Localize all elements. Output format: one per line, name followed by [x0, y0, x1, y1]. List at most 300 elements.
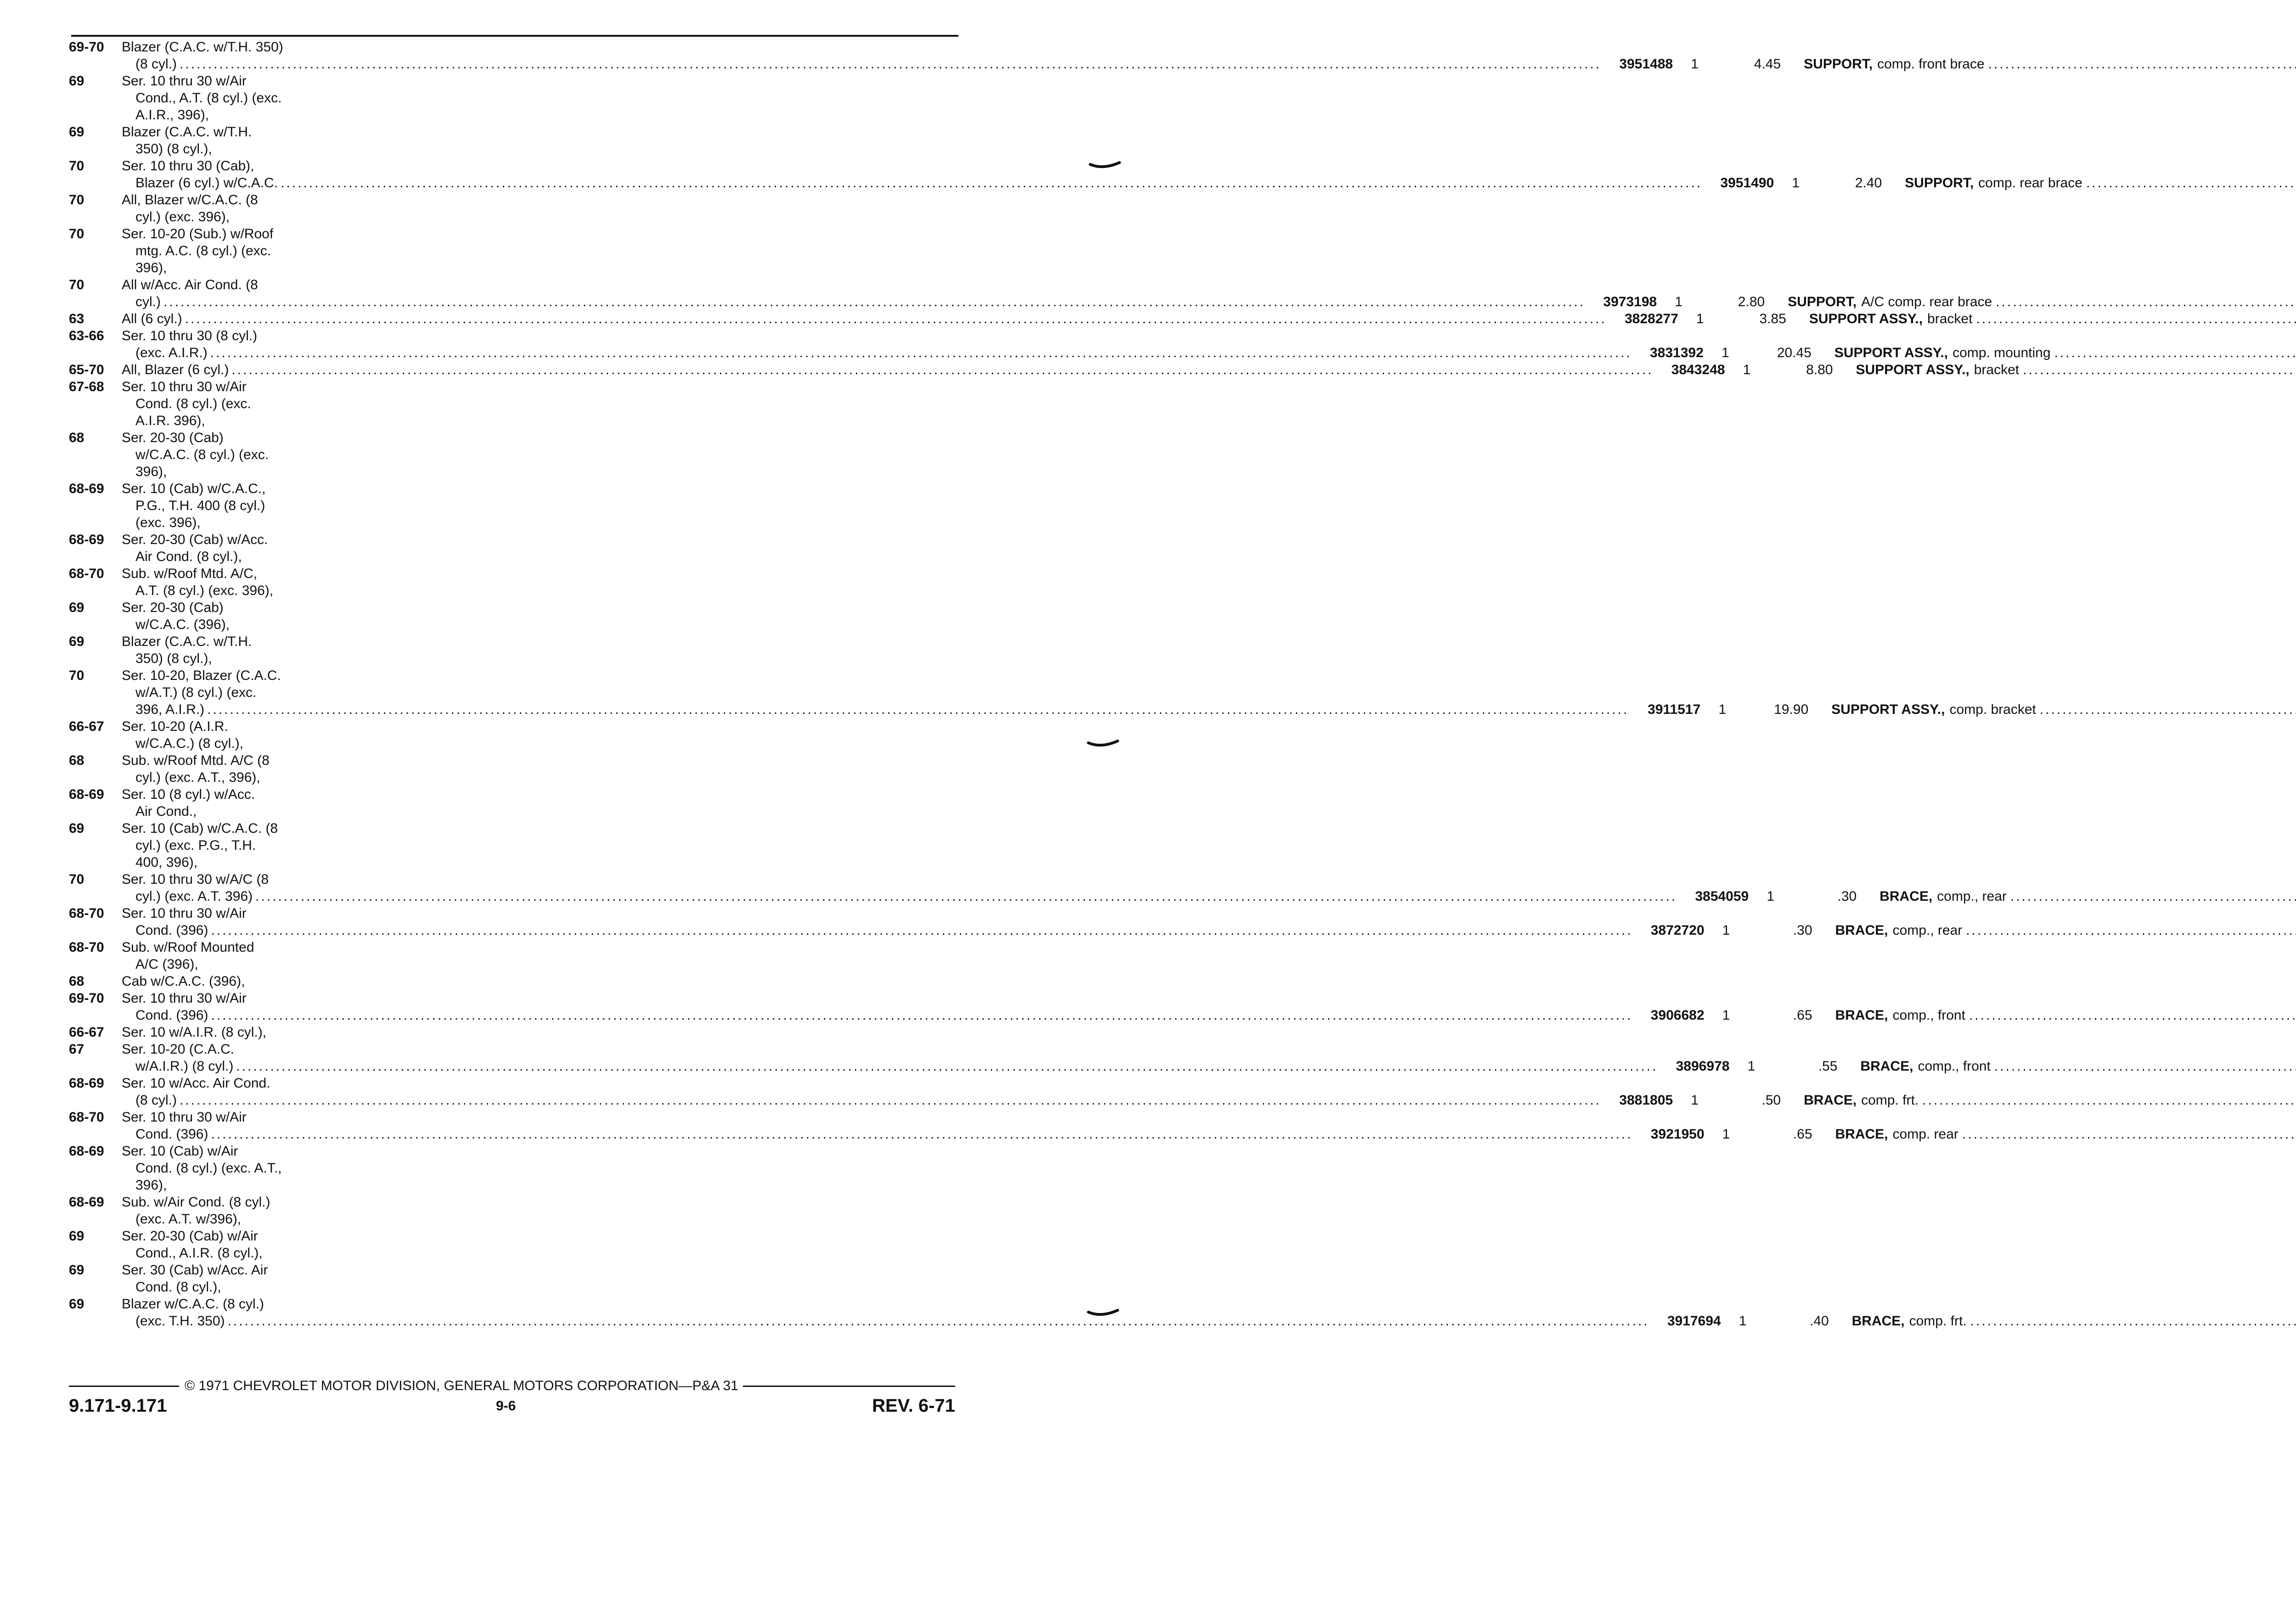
description-lead: 396, A.I.R.) — [135, 702, 205, 717]
description-line: Ser. 10 (8 cyl.) w/Acc. — [122, 787, 255, 802]
dot-leader — [2051, 344, 2296, 361]
description-line: Ser. 10 (Cab) w/C.A.C., — [122, 481, 266, 496]
description-line: Cab w/C.A.C. (396), — [122, 974, 245, 989]
catalog-entry — [69, 633, 964, 667]
dot-leader — [1985, 56, 2296, 73]
part-number: 3828277 — [1624, 311, 1678, 326]
application-description — [122, 191, 964, 225]
part-name-bold: BRACE, — [1880, 889, 1933, 904]
model-year: 69 — [69, 1229, 84, 1244]
description-line: Cond. (8 cyl.), — [135, 1279, 221, 1295]
part-name — [1786, 310, 2296, 327]
part-name-detail: comp. frt. — [1861, 1093, 1919, 1108]
quantity: 1 — [1691, 1093, 1699, 1108]
model-year: 70 — [69, 192, 84, 208]
description-line: Ser. 10-20 (Sub.) w/Roof — [122, 226, 274, 241]
model-year: 69-70 — [69, 39, 104, 55]
model-year: 68 — [69, 753, 84, 768]
description-lead: All (6 cyl.) — [122, 311, 182, 326]
part-name — [1765, 293, 2296, 310]
footer-row — [69, 1395, 955, 1418]
dot-leader — [177, 1092, 1604, 1109]
application-description — [122, 531, 964, 565]
description-line: Ser. 20-30 (Cab) — [122, 600, 224, 615]
description-line: w/C.A.C. (8 cyl.) (exc. — [135, 447, 269, 462]
description-line: (exc. 396), — [135, 515, 201, 530]
description-line: All, Blazer w/C.A.C. (8 — [122, 192, 258, 208]
price: 20.45 — [1777, 345, 1812, 360]
part-number: 3896978 — [1676, 1059, 1730, 1074]
application-description — [122, 378, 964, 429]
catalog-entry — [69, 820, 964, 871]
part-line — [122, 1092, 2296, 1109]
price: .40 — [1809, 1313, 1829, 1329]
application-description — [122, 157, 2296, 191]
description-lead: cyl.) — [135, 294, 161, 309]
part-number: 3951490 — [1720, 175, 1774, 191]
part-line — [122, 1313, 2296, 1330]
dot-leader — [233, 1058, 1660, 1075]
price: .50 — [1761, 1093, 1781, 1108]
catalog-entry — [69, 310, 1973, 327]
price: 4.45 — [1754, 56, 1781, 72]
part-number: 3854059 — [1695, 889, 1749, 904]
application-description — [122, 718, 964, 752]
part-number: 3951488 — [1619, 56, 1673, 72]
application-description — [122, 1262, 964, 1296]
part-name-detail: comp., rear — [1937, 889, 2007, 904]
description-lead: Cond. (396) — [135, 923, 208, 938]
part-name-detail: bracket — [1974, 362, 2020, 377]
description-line: Sub. w/Air Cond. (8 cyl.) — [122, 1195, 270, 1210]
catalog-entry — [69, 1143, 964, 1194]
quantity: 1 — [1675, 294, 1683, 309]
part-line — [122, 293, 2296, 310]
model-year: 68-70 — [69, 940, 104, 955]
price: .55 — [1818, 1059, 1838, 1074]
description-lead: Blazer (6 cyl.) w/C.A.C. — [135, 175, 278, 191]
copyright-text: © 1971 CHEVROLET MOTOR DIVISION, GENERAL MOTORS CORPORATION—P&A 31 — [185, 1378, 738, 1393]
model-year: 68-69 — [69, 532, 104, 547]
description-line: A/C (396), — [135, 957, 198, 972]
part-name — [1812, 1007, 2296, 1024]
dot-leader — [225, 1313, 1652, 1330]
dot-leader — [2019, 361, 2296, 378]
price: 2.40 — [1855, 175, 1882, 191]
copyright-line — [69, 1377, 955, 1395]
description-line: Ser. 10 w/Acc. Air Cond. — [122, 1076, 270, 1091]
description-line: Air Cond., — [135, 804, 197, 819]
description-lead: Cond. (396) — [135, 1008, 208, 1023]
part-line — [122, 922, 2296, 939]
price: 3.85 — [1759, 311, 1786, 326]
dot-leader — [1972, 310, 2296, 327]
quantity: 1 — [1747, 1059, 1756, 1074]
description-line: A.I.R., 396), — [135, 107, 209, 123]
part-name — [1812, 922, 2296, 939]
part-name-detail: comp., front — [1918, 1059, 1991, 1074]
application-description — [122, 905, 2296, 939]
description-line: Ser. 20-30 (Cab) w/Acc. — [122, 532, 268, 547]
catalog-entry — [69, 599, 964, 633]
quantity: 1 — [1792, 175, 1800, 191]
dot-leader — [229, 361, 1656, 378]
part-name — [1781, 56, 2296, 73]
application-description — [122, 480, 964, 531]
quantity: 1 — [1722, 1127, 1730, 1142]
part-number: 3906682 — [1650, 1008, 1705, 1023]
quantity: 1 — [1722, 1008, 1730, 1023]
dot-leader — [208, 922, 1635, 939]
application-description — [122, 39, 2296, 73]
part-name — [1812, 1126, 2296, 1143]
description-line: Ser. 30 (Cab) w/Acc. Air — [122, 1262, 268, 1278]
dot-leader — [1967, 1313, 2296, 1330]
top-rule — [71, 35, 958, 37]
model-year: 69 — [69, 1296, 84, 1312]
dot-leader — [1991, 1058, 2296, 1075]
model-year: 68-69 — [69, 1144, 104, 1159]
description-line: Ser. 10 (Cab) w/C.A.C. (8 — [122, 821, 278, 836]
quantity: 1 — [1721, 345, 1729, 360]
part-number: 3843248 — [1671, 362, 1725, 377]
quantity: 1 — [1691, 56, 1699, 72]
model-year: 69-70 — [69, 991, 104, 1006]
part-line — [122, 174, 2296, 191]
part-line — [122, 361, 2296, 378]
model-year: 69 — [69, 1262, 84, 1278]
dot-leader — [182, 310, 1609, 327]
description-line: 396), — [135, 1178, 167, 1193]
price: .30 — [1837, 889, 1857, 904]
part-name — [1833, 361, 2296, 378]
price: .30 — [1793, 923, 1812, 938]
application-description — [122, 276, 2296, 310]
catalog-entry — [69, 123, 964, 157]
part-number: 3911517 — [1648, 702, 1701, 717]
description-line: Ser. 10 thru 30 w/A/C (8 — [122, 872, 269, 887]
description-line: Blazer (C.A.C. w/T.H. — [122, 634, 252, 649]
description-line: Ser. 10-20 (A.I.R. — [122, 719, 228, 734]
catalog-entry — [69, 786, 964, 820]
application-description — [122, 599, 964, 633]
quantity: 1 — [1722, 923, 1730, 938]
description-line: Blazer (C.A.C. w/T.H. 350) — [122, 39, 283, 55]
dot-leader — [208, 1126, 1635, 1143]
application-description — [122, 1228, 964, 1262]
application-description — [122, 361, 2296, 378]
description-lead: (exc. T.H. 350) — [135, 1313, 225, 1329]
description-line: Ser. 10-20 (C.A.C. — [122, 1042, 235, 1057]
description-line: Ser. 20-30 (Cab) — [122, 430, 224, 445]
application-description — [122, 633, 964, 667]
part-number: 3831392 — [1649, 345, 1704, 360]
quantity: 1 — [1718, 702, 1726, 717]
part-line — [122, 888, 2296, 905]
part-name-bold: BRACE, — [1835, 1127, 1888, 1142]
part-name-detail: A/C comp. rear brace — [1861, 294, 1992, 309]
revision-date: REV. 6-71 — [872, 1396, 955, 1416]
model-year: 68-70 — [69, 1110, 104, 1125]
part-name-detail: comp. front brace — [1877, 56, 1985, 72]
part-name — [1781, 1092, 2296, 1109]
description-line: A.I.R. 396), — [135, 413, 205, 428]
catalog-entry — [69, 905, 1963, 939]
dot-leader — [177, 56, 1604, 73]
part-name-bold: SUPPORT ASSY., — [1831, 702, 1945, 717]
description-line: Cond. (8 cyl.) (exc. — [135, 396, 251, 411]
model-year: 63-66 — [69, 328, 104, 343]
catalog-entry — [69, 973, 964, 990]
quantity: 1 — [1767, 889, 1774, 904]
description-line: w/C.A.C.) (8 cyl.), — [135, 736, 244, 751]
part-number: 3872720 — [1650, 923, 1705, 938]
description-line: Blazer w/C.A.C. (8 cyl.) — [122, 1296, 264, 1312]
catalog-entry — [69, 191, 964, 225]
model-year: 68-70 — [69, 566, 104, 581]
quantity: 1 — [1696, 311, 1704, 326]
dot-leader — [1965, 1007, 2296, 1024]
description-line: Ser. 10 thru 30 w/Air — [122, 1110, 247, 1125]
part-name-detail: bracket — [1927, 311, 1973, 326]
quantity: 1 — [1743, 362, 1751, 377]
price: 19.90 — [1774, 702, 1809, 717]
description-lead: cyl.) (exc. A.T. 396) — [135, 889, 253, 904]
catalog-entry — [69, 327, 2051, 361]
price: 2.80 — [1738, 294, 1765, 309]
description-line: P.G., T.H. 400 (8 cyl.) — [135, 498, 265, 513]
part-name-bold: SUPPORT, — [1905, 175, 1974, 191]
model-year: 69 — [69, 634, 84, 649]
description-line: cyl.) (exc. 396), — [135, 209, 230, 224]
application-description — [122, 565, 964, 599]
dot-leader — [208, 344, 1635, 361]
catalog-entry — [69, 157, 2082, 191]
part-line — [122, 1058, 2296, 1075]
catalog-entry — [69, 429, 964, 480]
model-year: 70 — [69, 872, 84, 887]
catalog-entry — [69, 718, 964, 752]
description-line: (exc. A.T. w/396), — [135, 1212, 242, 1227]
catalog-entry — [69, 1228, 964, 1262]
part-line — [122, 56, 2296, 73]
dot-leader — [278, 174, 1705, 191]
model-year: 70 — [69, 668, 84, 683]
application-description — [122, 820, 964, 871]
catalog-entry — [69, 1109, 1958, 1143]
application-description — [122, 871, 2296, 905]
quantity: 1 — [1739, 1313, 1747, 1329]
part-name-detail: comp., front — [1892, 1008, 1965, 1023]
application-description — [122, 1296, 2296, 1330]
description-line: A.T. (8 cyl.) (exc. 396), — [135, 583, 274, 598]
description-lead: (8 cyl.) — [135, 1093, 177, 1108]
part-name-detail: comp. mounting — [1953, 345, 2051, 360]
description-line: w/C.A.C. (396), — [135, 617, 230, 632]
part-number: 3921950 — [1650, 1127, 1705, 1142]
description-line: Ser. 10 w/A.I.R. (8 cyl.), — [122, 1025, 267, 1040]
dot-leader — [253, 888, 1680, 905]
catalog-entry — [69, 990, 1965, 1024]
description-lead: (exc. A.I.R.) — [135, 345, 208, 360]
dot-leader — [208, 1007, 1635, 1024]
model-year: 70 — [69, 277, 84, 292]
description-line: Ser. 10 thru 30 w/Air — [122, 906, 247, 921]
application-description — [122, 1109, 2296, 1143]
page-footer — [69, 1377, 955, 1418]
description-line: cyl.) (exc. P.G., T.H. — [135, 838, 256, 853]
price: .65 — [1793, 1127, 1812, 1142]
catalog-entry — [69, 531, 964, 565]
model-year: 66-67 — [69, 719, 104, 734]
application-description — [122, 327, 2296, 361]
catalog-entry — [69, 939, 964, 973]
description-lead: Cond. (396) — [135, 1127, 208, 1142]
part-name-bold: SUPPORT ASSY., — [1809, 311, 1923, 326]
part-line — [122, 310, 2296, 327]
application-description — [122, 1143, 964, 1194]
description-line: 350) (8 cyl.), — [135, 651, 212, 666]
model-year: 68-69 — [69, 787, 104, 802]
model-year: 69 — [69, 73, 84, 89]
description-line: Ser. 10 thru 30 (Cab), — [122, 158, 254, 174]
catalog-entry — [69, 480, 964, 531]
part-name — [1857, 888, 2296, 905]
part-number: 3917694 — [1667, 1313, 1721, 1329]
application-description — [122, 1194, 964, 1228]
application-description — [122, 752, 964, 786]
dot-leader — [2082, 174, 2296, 191]
margin-mark-2 — [1087, 740, 1120, 751]
application-description — [122, 429, 964, 480]
catalog-entry — [69, 1041, 1991, 1075]
dot-leader — [2007, 888, 2296, 905]
part-name-detail: comp., rear — [1892, 923, 1963, 938]
description-line: Cond., A.T. (8 cyl.) (exc. — [135, 90, 282, 106]
description-line: mtg. A.C. (8 cyl.) (exc. — [135, 243, 271, 258]
part-name-bold: SUPPORT ASSY., — [1834, 345, 1948, 360]
model-year: 68 — [69, 974, 84, 989]
model-year: 68 — [69, 430, 84, 445]
part-line — [122, 1007, 2296, 1024]
application-description — [122, 310, 2296, 327]
description-line: Air Cond. (8 cyl.), — [135, 549, 242, 564]
catalog-entry — [69, 1075, 1919, 1109]
model-year: 67 — [69, 1042, 84, 1057]
model-year: 65-70 — [69, 362, 104, 377]
part-name-bold: BRACE, — [1851, 1313, 1905, 1329]
parts-catalog-list — [69, 39, 2082, 1330]
footer-rule-right — [743, 1386, 955, 1387]
description-line: 350) (8 cyl.), — [135, 141, 212, 157]
part-name-bold: BRACE, — [1804, 1093, 1857, 1108]
part-name — [1837, 1058, 2296, 1075]
part-name — [1812, 344, 2296, 361]
description-line: Sub. w/Roof Mounted — [122, 940, 254, 955]
description-line: Sub. w/Roof Mtd. A/C (8 — [122, 753, 270, 768]
part-name-bold: SUPPORT, — [1804, 56, 1873, 72]
dot-leader — [1919, 1092, 2296, 1109]
application-description — [122, 786, 964, 820]
model-year: 70 — [69, 158, 84, 174]
part-line — [122, 344, 2296, 361]
description-line: Ser. 10 thru 30 (8 cyl.) — [122, 328, 258, 343]
part-name-bold: BRACE, — [1860, 1059, 1913, 1074]
description-line: w/A.T.) (8 cyl.) (exc. — [135, 685, 257, 700]
part-name-bold: SUPPORT, — [1788, 294, 1857, 309]
model-year: 69 — [69, 821, 84, 836]
description-lead: All, Blazer (6 cyl.) — [122, 362, 229, 377]
description-line: Ser. 10 thru 30 w/Air — [122, 379, 247, 394]
model-year: 66-67 — [69, 1025, 104, 1040]
model-year: 63 — [69, 311, 84, 326]
catalog-entry — [69, 39, 1985, 73]
description-line: Blazer (C.A.C. w/T.H. — [122, 124, 252, 140]
model-year: 69 — [69, 600, 84, 615]
application-description — [122, 1075, 2296, 1109]
description-line: Cond. (8 cyl.) (exc. A.T., — [135, 1161, 282, 1176]
model-year: 69 — [69, 124, 84, 140]
part-name-bold: BRACE, — [1835, 1008, 1888, 1023]
catalog-entry — [69, 1262, 964, 1296]
application-description — [122, 225, 964, 276]
part-name-bold: SUPPORT ASSY., — [1856, 362, 1970, 377]
description-lead: w/A.I.R.) (8 cyl.) — [135, 1059, 234, 1074]
description-line: 396), — [135, 464, 167, 479]
description-line: Ser. 10 thru 30 w/Air — [122, 991, 247, 1006]
part-line — [122, 1126, 2296, 1143]
part-name-detail: comp. frt. — [1909, 1313, 1967, 1329]
dot-leader — [204, 701, 1632, 718]
part-name — [1808, 701, 2296, 718]
dot-leader — [2036, 701, 2296, 718]
catalog-entry — [69, 667, 2036, 718]
description-line: Ser. 10 thru 30 w/Air — [122, 73, 247, 89]
description-line: Ser. 10 (Cab) w/Air — [122, 1144, 238, 1159]
catalog-entry — [69, 225, 964, 276]
catalog-entry — [69, 361, 2020, 378]
catalog-entry — [69, 73, 964, 123]
footer-rule-left — [69, 1386, 179, 1387]
application-description — [122, 973, 964, 990]
dot-leader — [1958, 1126, 2296, 1143]
description-line: Ser. 20-30 (Cab) w/Air — [122, 1229, 258, 1244]
application-description — [122, 1024, 964, 1041]
application-description — [122, 990, 2296, 1024]
description-line: Sub. w/Roof Mtd. A/C, — [122, 566, 258, 581]
application-description — [122, 1041, 2296, 1075]
dot-leader — [161, 293, 1588, 310]
price: .65 — [1793, 1008, 1812, 1023]
catalog-entry — [69, 378, 964, 429]
catalog-entry — [69, 1024, 964, 1041]
page-number: 9-6 — [496, 1398, 516, 1414]
catalog-entry — [69, 871, 2007, 905]
catalog-entry — [69, 752, 964, 786]
part-number: 3973198 — [1603, 294, 1657, 309]
part-name — [1829, 1313, 2296, 1330]
part-number: 3881805 — [1619, 1093, 1673, 1108]
application-description — [122, 123, 964, 157]
application-description — [122, 73, 964, 123]
part-name-detail: comp. rear — [1892, 1127, 1958, 1142]
model-year: 68-69 — [69, 1076, 104, 1091]
catalog-entry — [69, 1194, 964, 1228]
application-description — [122, 939, 964, 973]
part-name-detail: comp. rear brace — [1978, 175, 2082, 191]
catalog-entry — [69, 276, 1992, 310]
model-year: 68-69 — [69, 1195, 104, 1210]
